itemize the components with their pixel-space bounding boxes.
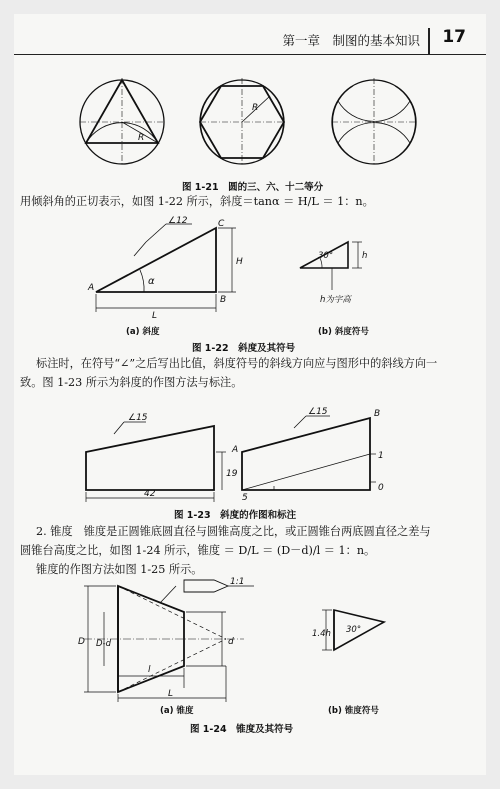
label-30deg-taper: 30°: [346, 625, 362, 635]
r-label-1: R: [138, 133, 145, 143]
slope-block-right: [242, 418, 370, 490]
figure-1-23: [74, 396, 414, 504]
label-taper-ratio: 1:1: [230, 577, 245, 587]
header-rule: [14, 54, 486, 55]
caption-fig-1-24: 图 1-24 锥度及其符号: [190, 724, 294, 735]
paragraph-annotation-1: 标注时，在符号“∠”之后写出比值，斜度符号的斜线方向应与图形中的斜线方向一: [36, 357, 438, 370]
dim-19: 19: [226, 469, 238, 479]
label-a: A: [88, 283, 95, 293]
subcaption-1-24b: (b) 锥度符号: [328, 706, 379, 716]
paragraph-slope-formula: 用倾斜角的正切表示，如图 1-22 所示，斜度＝tanα ＝ H/L ＝ 1：n。: [20, 195, 374, 208]
caption-fig-1-21: 图 1-21 圆的三、六、十二等分: [182, 182, 324, 193]
paragraph-taper-3: 锥度的作图方法如图 1-25 所示。: [36, 563, 203, 576]
paragraph-annotation-2: 致。图 1-23 所示为斜度的作图方法与标注。: [20, 376, 243, 389]
label-d-minus-d: D-d: [96, 639, 112, 649]
label-a-1-23: A: [232, 445, 239, 455]
slope-block-left: [86, 426, 214, 490]
label-b: B: [220, 295, 227, 305]
subcaption-1-22b: (b) 斜度符号: [318, 327, 369, 337]
paragraph-taper-2: 圆锥台高度之比，如图 1-24 所示，锥度 ＝ D/L ＝ (D－d)/l ＝ 1：n。: [20, 544, 376, 557]
page-number: 17: [442, 27, 466, 47]
taper-marker: [184, 580, 228, 592]
slope-triangle: [96, 228, 216, 292]
subcaption-1-24a: (a) 锥度: [160, 706, 194, 716]
figure-1-24: [64, 576, 424, 704]
book-page: [14, 14, 486, 775]
caption-fig-1-22: 图 1-22 斜度及其符号: [192, 343, 296, 354]
label-d-big: D: [78, 637, 85, 647]
page-header: [14, 14, 486, 54]
label-zero: 0: [378, 483, 384, 493]
label-l: L: [152, 311, 158, 321]
label-d-small: d: [228, 637, 234, 647]
label-h: H: [236, 257, 243, 267]
label-h-small: h: [362, 251, 368, 261]
figure-1-22: [84, 214, 414, 324]
label-l-big: L: [168, 689, 174, 699]
label-alpha: α: [148, 276, 155, 287]
paragraph-taper-1: 2. 锥度 锥度是正圆锥底圆直径与圆锥高度之比，或正圆锥台两底圆直径之差与: [36, 525, 431, 538]
label-1-4h: 1.4h: [312, 629, 331, 639]
label-c: C: [218, 219, 225, 229]
label-h-note: h为字高: [320, 295, 351, 305]
dim-42: 42: [144, 489, 156, 499]
header-divider: [428, 28, 430, 54]
r-label-2: R: [252, 103, 259, 113]
label-slope-15-right: ∠15: [308, 407, 328, 417]
label-five: 5: [242, 493, 248, 503]
caption-fig-1-23: 图 1-23 斜度的作图和标注: [174, 510, 297, 521]
chapter-title: 第一章 制图的基本知识: [282, 33, 420, 48]
label-b-1-23: B: [374, 409, 381, 419]
label-one: 1: [378, 451, 384, 461]
label-l-small: l: [148, 665, 151, 675]
figure-1-21: [74, 72, 434, 172]
label-30deg: 30°: [318, 251, 334, 261]
label-slope-15-left: ∠15: [128, 413, 148, 423]
subcaption-1-22a: (a) 斜度: [126, 327, 160, 337]
label-slope-12: ∠12: [168, 216, 188, 226]
